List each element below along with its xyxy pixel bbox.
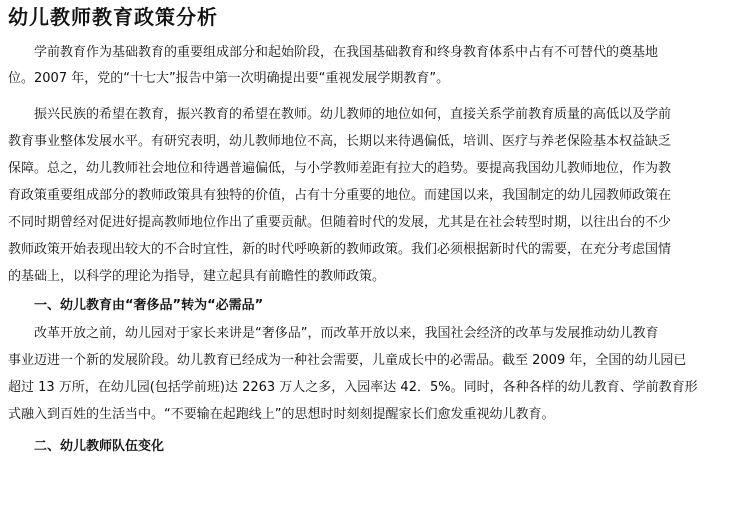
paragraph-line: 的基础上，以科学的理论为指导，建立起具有前瞻性的教师政策。 [8,269,386,284]
paragraph-line: 学前教育作为基础教育的重要组成部分和起始阶段，在我国基础教育和终身教育体系中占有不可替代的奠基地 [8,45,659,60]
paragraph-line: 育政策重要组成部分的教师政策具有独特的价值，占有十分重要的地位。而建国以来，我国制定的幼儿园教师政策在 [8,188,672,203]
paragraph-line: 事业迈进一个新的发展阶段。幼儿教育已经成为一种社会需要，儿童成长中的必需品。截至 2009 年，全国的幼儿园已 [8,353,687,368]
paragraph-line: 改革开放之前，幼儿园对于家长来讲是“奢侈品”，而改革开放以来，我国社会经济的改革与发展推动幼儿教育 [8,326,659,341]
paragraph-line: 超过 13 万所，在幼儿园(包括学前班)达 2263 万人之多，入园率达 42．5%。同时，各种各样的幼儿教育、学前教育形 [8,380,698,395]
section-heading-1: 一、幼儿教育由“奢侈品”转为“必需品” [8,298,264,313]
paragraph-line: 振兴民族的希望在教育，振兴教育的希望在教师。幼儿教师的地位如何，直接关系学前教育质量的高低以及学前 [8,107,672,122]
section-heading-2: 二、幼儿教师队伍变化 [8,439,165,454]
document-title: 幼儿教师教育政策分析 [8,5,218,29]
paragraph-line: 保障。总之，幼儿教师社会地位和待遇普遍偏低，与小学教师差距有拉大的趋势。要提高我国幼儿教师地位，作为教 [8,161,672,176]
paragraph-line: 教师政策开始表现出较大的不合时宜性，新的时代呼唤新的教师政策。我们必须根据新时代的需要，在充分考虑国情 [8,242,672,257]
paragraph-line: 教育事业整体发展水平。有研究表明，幼儿教师地位不高，长期以来待遇偏低，培训、医疗与养老保险基本权益缺乏 [8,134,672,149]
paragraph-line: 式融入到百姓的生活当中。“不要输在起跑线上”的思想时时刻刻提醒家长们愈发重视幼儿教育。 [8,407,555,422]
paragraph-line: 不同时期曾经对促进好提高教师地位作出了重要贡献。但随着时代的发展，尤其是在社会转型时期，以往出台的不少 [8,215,672,230]
paragraph-line: 位。2007 年，党的“十七大”报告中第一次明确提出要“重视发展学期教育”。 [8,71,450,86]
